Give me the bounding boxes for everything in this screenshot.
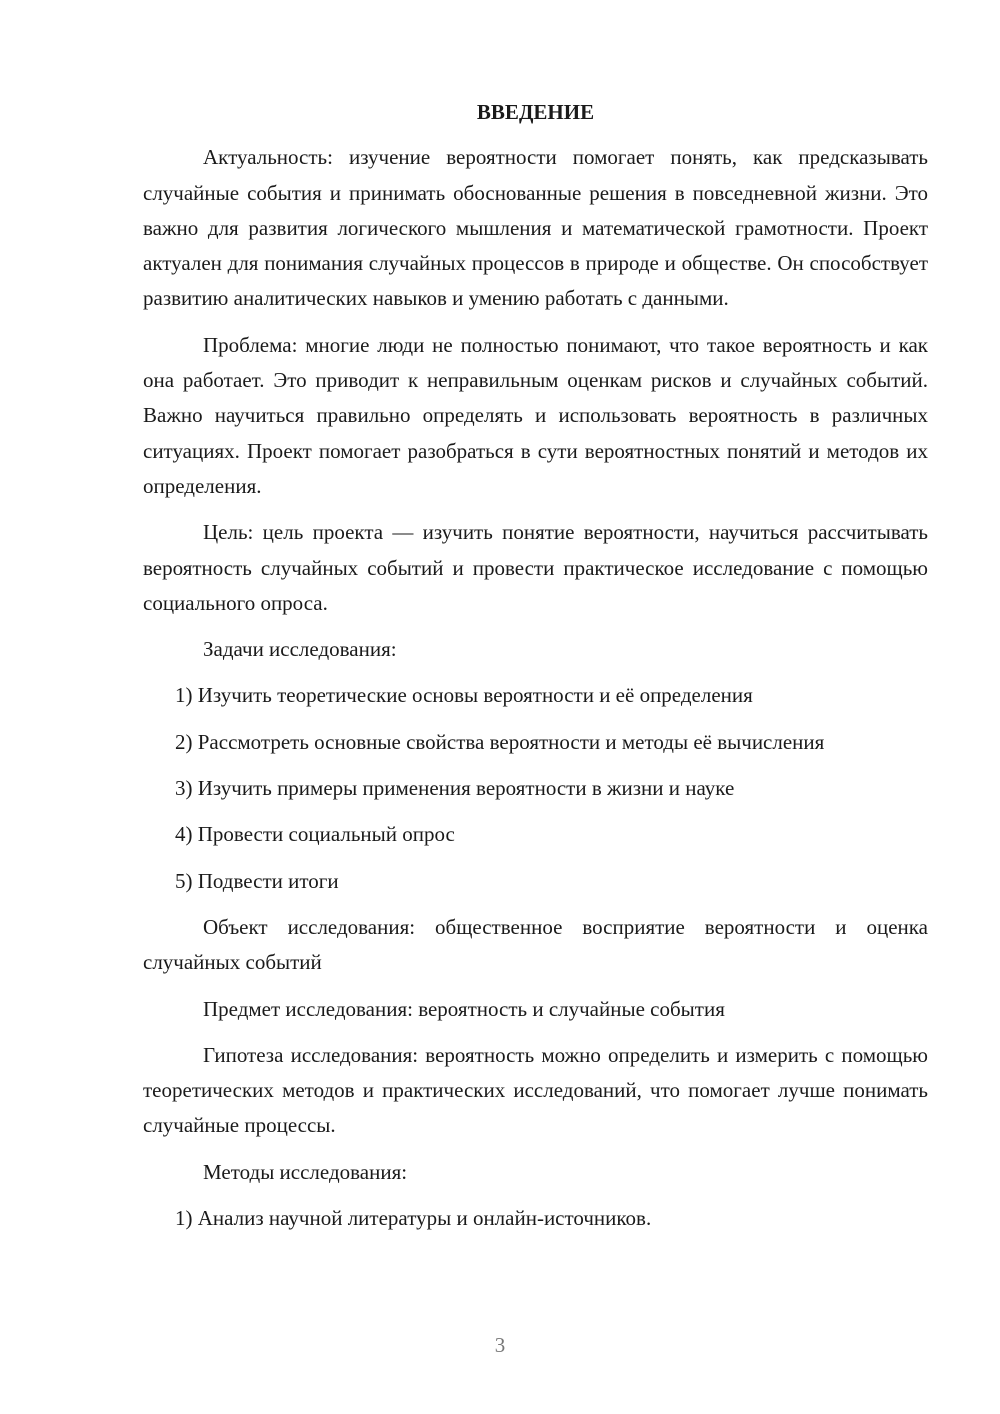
task-item: 1) Изучить теоретические основы вероятности и её определения <box>175 683 753 708</box>
document-page <box>143 95 928 1247</box>
task-item: 2) Рассмотреть основные свойства вероятности и методы её вычисления <box>175 729 825 754</box>
task-item: 4) Провести социальный опрос <box>175 822 455 847</box>
object-paragraph: Объект исследования: общественное восприятие вероятности и оценка случайных событий <box>143 914 928 975</box>
hypothesis-paragraph: Гипотеза исследования: вероятность можно определить и измерить с помощью теоретических методов и практических исследований, что помогает лучше понимать случайные процессы. <box>143 1042 928 1138</box>
section-title: ВВЕДЕНИЕ <box>476 100 595 124</box>
methods-heading: Методы исследования: <box>203 1159 408 1184</box>
task-item: 5) Подвести итоги <box>175 868 339 893</box>
tasks-heading: Задачи исследования: <box>203 637 397 662</box>
relevance-paragraph: Актуальность: изучение вероятности помогает понять, как предсказывать случайные события и принимать обоснованные решения в повседневной жизни. Это важно для развития логического мышления и математической грамотности. Проект актуален для понимания случайных процессов в природе и обществе. Он способствует развитию аналитических навыков и умению работать с данными. <box>143 145 928 311</box>
page-number: 3 <box>494 1333 506 1357</box>
goal-paragraph: Цель: цель проекта — изучить понятие вероятности, научиться рассчитывать вероятность случайных событий и провести практическое исследование с помощью социального опроса. <box>143 520 928 615</box>
problem-paragraph: Проблема: многие люди не полностью понимают, что такое вероятность и как она работает. Это приводит к неправильным оценкам рисков и случайных событий. Важно научиться правильно определять и использовать вероятность в различных ситуациях. Проект помогает разобраться в сути вероятностных понятий и методов их определения. <box>143 332 928 498</box>
subject-paragraph: Предмет исследования: вероятность и случайные события <box>203 996 725 1021</box>
task-item: 3) Изучить примеры применения вероятности в жизни и науке <box>175 776 735 801</box>
method-item: 1) Анализ научной литературы и онлайн-источников. <box>175 1206 652 1231</box>
